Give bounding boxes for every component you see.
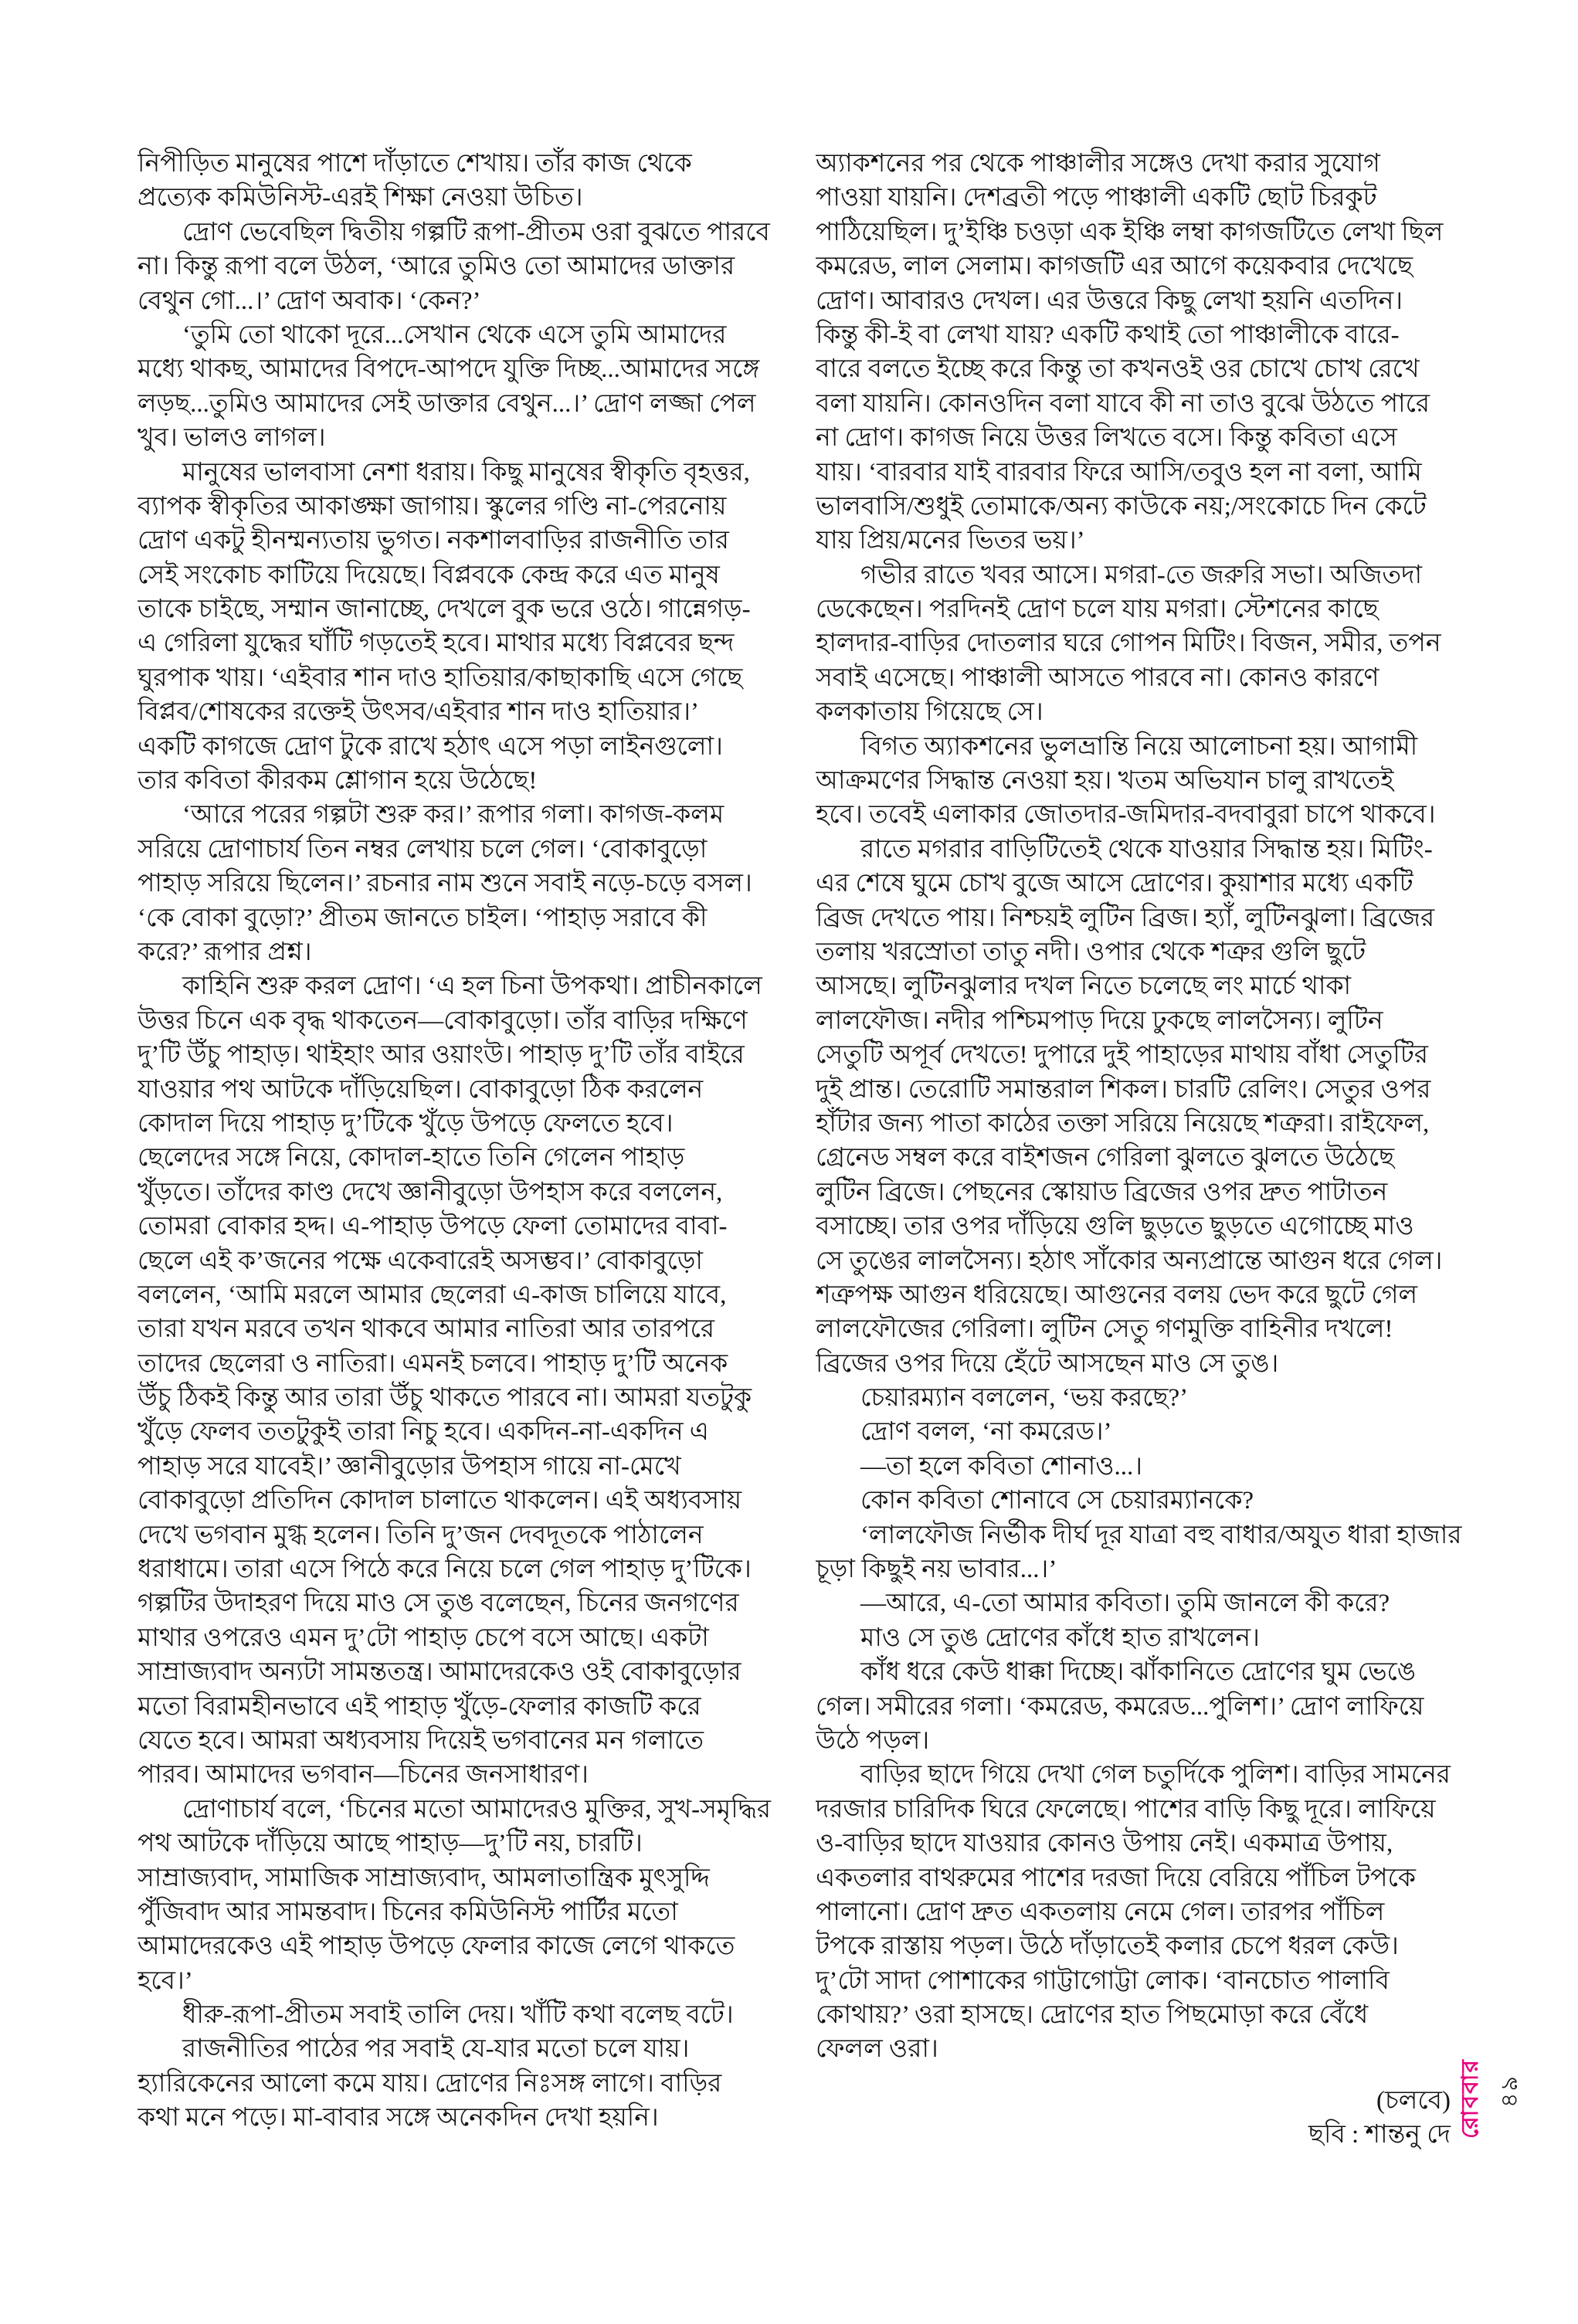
text-line: ছেলে এই ক’জনের পক্ষে একেবারেই অসম্ভব।’ বোকাবুড়ো <box>137 1247 703 1275</box>
text-line: ধরাধামে। তারা এসে পিঠে করে নিয়ে চলে গেল পাহাড় দু’টিকে। <box>137 1556 752 1584</box>
text-line: কথা মনে পড়ে। মা-বাবার সঙ্গে অনেকদিন দেখা হয়নি। <box>137 2104 659 2132</box>
text-line: কলকাতায় গিয়েছে সে। <box>816 698 1044 727</box>
text-line: সাম্রাজ্যবাদ অন্যটা সামন্ততন্ত্র। আমাদেরকেও ওই বোকাবুড়োর <box>137 1658 741 1687</box>
text-line: ‘তুমি তো থাকো দূরে...সেখান থেকে এসে তুমি আমাদের <box>182 321 727 349</box>
text-line: তলায় খরস্রোতা তাতু নদী। ওপার থেকে শত্রুর গুলি ছুটে <box>816 938 1366 966</box>
text-line: —তা হলে কবিতা শোনাও...। <box>860 1452 1143 1481</box>
text-line: ঘুরপাক খায়। ‘এইবার শান দাও হাতিয়ার/কাছাকাছি এসে গেছে <box>137 663 743 692</box>
text-line: পাঠিয়েছিল। দু’ইঞ্চি চওড়া এক ইঞ্চি লম্বা কাগজটিতে লেখা ছিল <box>816 218 1444 246</box>
text-line: কাহিনি শুরু করল দ্রোণ। ‘এ হল চিনা উপকথা। প্রাচীনকালে <box>182 972 762 1001</box>
text-line: বিপ্লব/শোষকের রক্তেই উৎসব/এইবার শান দাও হাতিয়ার।’ <box>137 698 700 727</box>
text-line: পালানো। দ্রোণ দ্রুত একতলায় নেমে গেল। তারপর পাঁচিল <box>816 1898 1385 1926</box>
text-line: বারে বলতে ইচ্ছে করে কিন্তু তা কখনওই ওর চোখে চোখ রেখে <box>816 355 1420 384</box>
text-line: কাঁধ ধরে কেউ ধাক্কা দিচ্ছে। ঝাঁকানিতে দ্রোণের ঘুম ভেঙে <box>860 1658 1417 1687</box>
page-number: ৪৯ <box>1497 2075 1522 2108</box>
text-line: এর শেষে ঘুমে চোখ বুজে আসে দ্রোণের। কুয়াশার মধ্যে একটি <box>816 870 1413 898</box>
text-line: এ গেরিলা যুদ্ধের ঘাঁটি গড়তেই হবে। মাথার মধ্যে বিপ্লবের ছন্দ <box>137 629 735 658</box>
text-line: রাতে মগরার বাড়িটিতেই থেকে যাওয়ার সিদ্ধান্ত হয়। মিটিং- <box>860 835 1433 863</box>
text-line: হালদার-বাড়ির দোতলার ঘরে গোপন মিটিং। বিজন, সমীর, তপন <box>816 629 1441 658</box>
text-line: ‘লালফৌজ নির্ভীক দীর্ঘ দূর যাত্রা বহু বাধার/অযুত ধারা হাজার <box>860 1521 1462 1549</box>
text-column-left <box>137 147 796 2136</box>
text-line: বললেন, ‘আমি মরলে আমার ছেলেরা এ-কাজ চালিয়ে যাবে, <box>137 1281 727 1309</box>
text-line: চেয়ারম্যান বললেন, ‘ভয় করছে?’ <box>860 1384 1189 1413</box>
text-line: একতলার বাথরুমের পাশের দরজা দিয়ে বেরিয়ে পাঁচিল টপকে <box>816 1864 1416 1892</box>
text-line: মানুষের ভালবাসা নেশা ধরায়। কিছু মানুষের স্বীকৃতি বৃহত্তর, <box>182 458 750 487</box>
text-line: লালফৌজ। নদীর পশ্চিমপাড় দিয়ে ঢুকছে লালসৈন্য। লুটিন <box>816 1006 1383 1035</box>
text-line: উঁচু ঠিকই কিন্তু আর তারা উঁচু থাকতে পারবে না। আমরা যতটুকু <box>137 1384 752 1413</box>
text-line: গ্রেনেড সম্বল করে বাইশজন গেরিলা ঝুলতে ঝুলতে উঠেছে <box>816 1144 1395 1172</box>
text-line: সাম্রাজ্যবাদ, সামাজিক সাম্রাজ্যবাদ, আমলাতান্ত্রিক মুৎসুদ্দি <box>137 1864 710 1892</box>
text-line: দ্রোণ ভেবেছিল দ্বিতীয় গল্পটি রূপা-প্রীতম ওরা বুঝতে পারবে <box>182 218 770 246</box>
text-line: যায় প্রিয়/মনের ভিতর ভয়।’ <box>816 527 1085 555</box>
text-line: ছবি : শান্তনু দে <box>1308 2121 1451 2149</box>
text-line: তার কবিতা কীরকম শ্লোগান হয়ে উঠেছে! <box>137 767 538 796</box>
text-line: আসছে। লুটিনঝুলার দখল নিতে চলেছে লং মার্চে থাকা <box>816 972 1352 1001</box>
text-line: বাড়ির ছাদে গিয়ে দেখা গেল চতুর্দিকে পুলিশ। বাড়ির সামনের <box>860 1761 1451 1790</box>
text-line: তারা যখন মরবে তখন থাকবে আমার নাতিরা আর তারপরে <box>137 1315 714 1344</box>
text-line: (চলবে) <box>1376 2086 1451 2115</box>
text-line: খুব। ভালও লাগল। <box>137 424 326 453</box>
text-line: দুই প্রান্ত। তেরোটি সমান্তরাল শিকল। চারটি রেলিং। সেতুর ওপর <box>816 1075 1431 1104</box>
text-line: ‘কে বোকা বুড়ো?’ প্রীতম জানতে চাইল। ‘পাহাড় সরাবে কী <box>137 904 708 932</box>
text-line: দ্রোণ। আবারও দেখল। এর উত্তরে কিছু লেখা হয়নি এতদিন। <box>816 287 1403 315</box>
text-line: লড়ছ...তুমিও আমাদের সেই ডাক্তার বেথুন...।’ দ্রোণ লজ্জা পেল <box>137 389 756 418</box>
text-line: পাওয়া যায়নি। দেশব্রতী পড়ে পাঞ্চালী একটি ছোট চিরকুট <box>816 184 1377 212</box>
text-line: সেতুটি অপূর্ব দেখতে! দুপারে দুই পাহাড়ের মাথায় বাঁধা সেতুটির <box>816 1041 1428 1070</box>
text-line: তোমরা বোকার হদ্দ। এ-পাহাড় উপড়ে ফেলা তোমাদের বাবা- <box>137 1213 728 1241</box>
text-line: পারব। আমাদের ভগবান—চিনের জনসাধারণ। <box>137 1761 589 1790</box>
text-line: যেতে হবে। আমরা অধ্যবসায় দিয়েই ভগবানের মন গলাতে <box>137 1726 704 1755</box>
text-line: উত্তর চিনে এক বৃদ্ধ থাকতেন—বোকাবুড়ো। তাঁর বাড়ির দক্ষিণে <box>137 1006 748 1035</box>
text-line: প্রত্যেক কমিউনিস্ট-এরই শিক্ষা নেওয়া উচিত। <box>137 184 583 212</box>
text-line: সবাই এসেছে। পাঞ্চালী আসতে পারবে না। কোনও কারণে <box>816 663 1379 692</box>
text-line: ধীরু-রূপা-প্রীতম সবাই তালি দেয়। খাঁটি কথা বলেছ বটে। <box>182 2001 734 2030</box>
page-margin-sidebar <box>1451 2016 1522 2182</box>
text-line: নিপীড়িত মানুষের পাশে দাঁড়াতে শেখায়। তাঁর কাজ থেকে <box>137 150 692 178</box>
text-line: বলা যায়নি। কোনওদিন বলা যাবে কী না তাও বুঝে উঠতে পারে <box>816 389 1430 418</box>
text-line: সরিয়ে দ্রোণাচার্য তিন নম্বর লেখায় চলে গেল। ‘বোকাবুড়ো <box>137 835 708 863</box>
text-line: ডেকেছেন। পরদিনই দ্রোণ চলে যায় মগরা। স্টেশনের কাছে <box>816 595 1379 624</box>
text-line: পাহাড় সরে যাবেই।’ জ্ঞানীবুড়োর উপহাস গায়ে না-মেখে <box>137 1452 681 1481</box>
text-line: মতো বিরামহীনভাবে এই পাহাড় খুঁড়ে-ফেলার কাজটি করে <box>137 1692 701 1721</box>
text-line: না দ্রোণ। কাগজ নিয়ে উত্তর লিখতে বসে। কিন্তু কবিতা এসে <box>816 424 1397 453</box>
text-line: বোকাবুড়ো প্রতিদিন কোদাল চালাতে থাকলেন। এই অধ্যবসায় <box>137 1487 742 1515</box>
text-line: বেথুন গো...।’ দ্রোণ অবাক। ‘কেন?’ <box>137 287 481 315</box>
text-line: খুঁড়ে ফেলব ততটুকুই তারা নিচু হবে। একদিন-না-একদিন এ <box>137 1418 709 1447</box>
text-line: কোদাল দিয়ে পাহাড় দু’টিকে খুঁড়ে উপড়ে ফেলতে হবে। <box>137 1109 674 1138</box>
text-line: গল্পটির উদাহরণ দিয়ে মাও সে তুঙ বলেছেন, চিনের জনগণের <box>137 1589 739 1618</box>
text-line: ব্রিজের ওপর দিয়ে হেঁটে আসছেন মাও সে তুঙ। <box>816 1349 1279 1378</box>
text-line: হবে।’ <box>137 1966 193 1995</box>
text-line: লুটিন ব্রিজে। পেছনের স্কোয়াড ব্রিজের ওপর দ্রুত পাটাতন <box>816 1178 1388 1206</box>
text-line: রাজনীতির পাঠের পর সবাই যে-যার মতো চলে যায়। <box>182 2035 690 2064</box>
text-line: পুঁজিবাদ আর সামন্তবাদ। চিনের কমিউনিস্ট পার্টির মতো <box>137 1898 678 1926</box>
magazine-title-vertical: রোববার <box>1458 2058 1483 2139</box>
text-line: চূড়া কিছুই নয় ভাবার...।’ <box>816 1556 1057 1584</box>
text-line: বিগত অ্যাকশনের ভুলভ্রান্তি নিয়ে আলোচনা হয়। আগামী <box>860 732 1418 761</box>
text-line: হাঁটার জন্য পাতা কাঠের তক্তা সরিয়ে নিয়েছে শত্রুরা। রাইফেল, <box>816 1109 1430 1138</box>
text-line: কোথায়?’ ওরা হাসছে। দ্রোণের হাত পিছমোড়া করে বেঁধে <box>816 2001 1369 2030</box>
text-line: না। কিন্তু রূপা বলে উঠল, ‘আরে তুমিও তো আমাদের ডাক্তার <box>137 253 735 281</box>
text-line: শত্রুপক্ষ আগুন ধরিয়েছে। আগুনের বলয় ভেদ করে ছুটে গেল <box>816 1281 1418 1309</box>
text-line: মাথার ওপরেও এমন দু’টো পাহাড় চেপে বসে আছে। একটা <box>137 1623 709 1652</box>
text-line: ফেলল ওরা। <box>816 2035 938 2064</box>
text-line: আমাদেরকেও এই পাহাড় উপড়ে ফেলার কাজে লেগে থাকতে <box>137 1932 735 1961</box>
text-line: পথ আটকে দাঁড়িয়ে আছে পাহাড়—দু’টি নয়, চারটি। <box>137 1830 643 1858</box>
text-line: ও-বাড়ির ছাদে যাওয়ার কোনও উপায় নেই। একমাত্র উপায়, <box>816 1830 1393 1858</box>
text-line: তাকে চাইছে, সম্মান জানাচ্ছে, দেখলে বুক ভরে ওঠে। গান্নেগড়- <box>137 595 751 624</box>
text-line: ভালবাসি/শুধুই তোমাকে/অন্য কাউকে নয়;/সংকোচে দিন কেটে <box>816 492 1427 521</box>
text-line: হ্যারিকেনের আলো কমে যায়। দ্রোণের নিঃসঙ্গ লাগে। বাড়ির <box>137 2069 722 2098</box>
text-line: লালফৌজের গেরিলা। লুটিন সেতু গণমুক্তি বাহিনীর দখলে! <box>816 1315 1393 1344</box>
text-line: কিন্তু কী-ই বা লেখা যায়? একটি কথাই তো পাঞ্চালীকে বারে- <box>816 321 1400 349</box>
text-line: মাও সে তুঙ দ্রোণের কাঁধে হাত রাখলেন। <box>860 1623 1260 1652</box>
text-line: দু’টো সাদা পোশাকের গাট্টাগোট্টা লোক। ‘বানচোত পালাবি <box>816 1966 1390 1995</box>
text-line: যায়। ‘বারবার যাই বারবার ফিরে আসি/তবুও হল না বলা, আমি <box>816 458 1422 487</box>
text-line: গভীর রাতে খবর আসে। মগরা-তে জরুরি সভা। অজিতদা <box>860 561 1423 589</box>
text-line: সেই সংকোচ কাটিয়ে দিয়েছে। বিপ্লবকে কেন্দ্র করে এত মানুষ <box>137 561 720 589</box>
text-line: আক্রমণের সিদ্ধান্ত নেওয়া হয়। খতম অভিযান চালু রাখতেই <box>816 767 1394 796</box>
text-line: অ্যাকশনের পর থেকে পাঞ্চালীর সঙ্গেও দেখা করার সুযোগ <box>816 150 1380 178</box>
text-column-right <box>816 147 1486 2153</box>
text-line: কোন কবিতা শোনাবে সে চেয়ারম্যানকে? <box>860 1487 1254 1515</box>
text-line: যাওয়ার পথ আটকে দাঁড়িয়েছিল। বোকাবুড়ো ঠিক করলেন <box>137 1075 704 1104</box>
text-line: দরজার চারিদিক ঘিরে ফেলেছে। পাশের বাড়ি কিছু দূরে। লাফিয়ে <box>816 1795 1436 1824</box>
text-line: তাদের ছেলেরা ও নাতিরা। এমনই চলবে। পাহাড় দু’টি অনেক <box>137 1349 728 1378</box>
text-line: কমরেড, লাল সেলাম। কাগজটি এর আগে কয়েকবার দেখেছে <box>816 253 1413 281</box>
text-line: সে তুঙের লালসৈন্য। হঠাৎ সাঁকোর অন্যপ্রান্তে আগুন ধরে গেল। <box>816 1247 1443 1275</box>
text-line: দ্রোণ একটু হীনম্মন্যতায় ভুগত। নকশালবাড়ির রাজনীতি তার <box>137 527 729 555</box>
text-line: —আরে, এ-তো আমার কবিতা। তুমি জানলে কী করে? <box>860 1589 1390 1618</box>
text-line: ‘আরে পরের গল্পটা শুরু কর।’ রূপার গলা। কাগজ-কলম <box>182 801 725 830</box>
text-line: বসাচ্ছে। তার ওপর দাঁড়িয়ে গুলি ছুড়তে ছুড়তে এগোচ্ছে মাও <box>816 1213 1414 1241</box>
text-line: খুঁড়তে। তাঁদের কাণ্ড দেখে জ্ঞানীবুড়ো উপহাস করে বললেন, <box>137 1178 723 1206</box>
text-line: হবে। তবেই এলাকার জোতদার-জমিদার-বদবাবুরা চাপে থাকবে। <box>816 801 1436 830</box>
text-line: পাহাড় সরিয়ে ছিলেন।’ রচনার নাম শুনে সবাই নড়ে-চড়ে বসল। <box>137 870 752 898</box>
text-line: ব্যাপক স্বীকৃতির আকাঙ্ক্ষা জাগায়। স্কুলের গণ্ডি না-পেরনোয় <box>137 492 727 521</box>
text-line: দ্রোণাচার্য বলে, ‘চিনের মতো আমাদেরও মুক্তির, সুখ-সমৃদ্ধির <box>182 1795 772 1824</box>
text-line: টপকে রাস্তায় পড়ল। উঠে দাঁড়াতেই কলার চেপে ধরল কেউ। <box>816 1932 1399 1961</box>
text-line: ব্রিজ দেখতে পায়। নিশ্চয়ই লুটিন ব্রিজ। হ্যাঁ, লুটিনঝুলা। ব্রিজের <box>816 904 1435 932</box>
text-line: উঠে পড়ল। <box>816 1726 930 1755</box>
text-line: করে?’ রূপার প্রশ্ন। <box>137 938 312 966</box>
text-line: মধ্যে থাকছ, আমাদের বিপদে-আপদে যুক্তি দিচ্ছ...আমাদের সঙ্গে <box>137 355 760 384</box>
text-line: গেল। সমীরের গলা। ‘কমরেড, কমরেড...পুলিশ।’ দ্রোণ লাফিয়ে <box>816 1692 1424 1721</box>
text-line: দু’টি উঁচু পাহাড়। থাইহাং আর ওয়াংউ। পাহাড় দু’টি তাঁর বাইরে <box>137 1041 745 1070</box>
text-line: দেখে ভগবান মুগ্ধ হলেন। তিনি দু’জন দেবদূতকে পাঠালেন <box>137 1521 704 1549</box>
text-line: দ্রোণ বলল, ‘না কমরেড।’ <box>860 1418 1112 1447</box>
text-line: ছেলেদের সঙ্গে নিয়ে, কোদাল-হাতে তিনি গেলেন পাহাড় <box>137 1144 685 1172</box>
text-line: একটি কাগজে দ্রোণ টুকে রাখে হঠাৎ এসে পড়া লাইনগুলো। <box>137 732 723 761</box>
